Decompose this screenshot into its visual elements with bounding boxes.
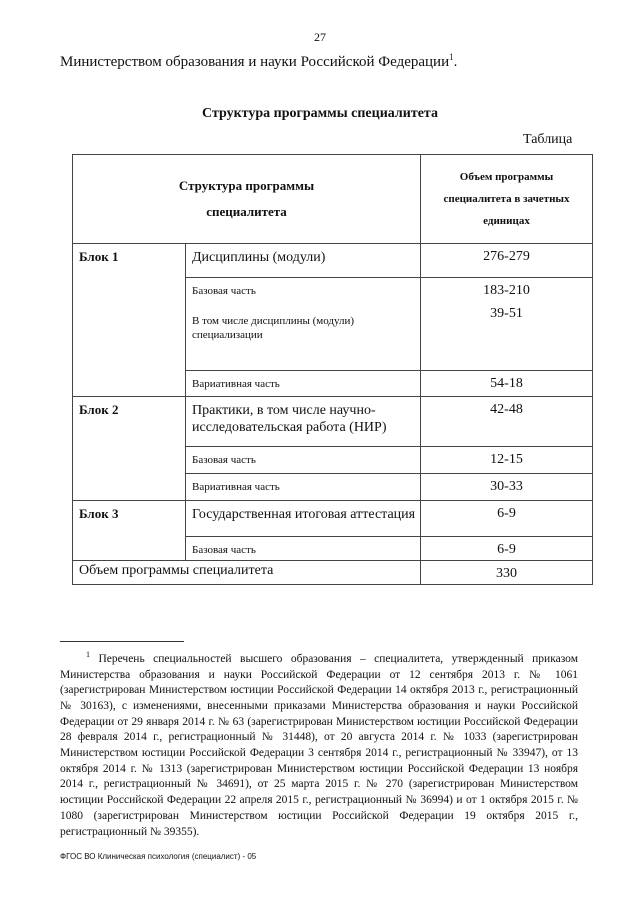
base-value: 183-210 xyxy=(483,283,530,298)
row-value: 6-9 xyxy=(421,501,593,537)
header-volume xyxy=(421,155,593,244)
total-value: 330 xyxy=(421,561,593,585)
header-volume-line: Объем программы xyxy=(459,171,554,183)
spec-value: 39-51 xyxy=(490,306,523,321)
table-label: Таблица xyxy=(523,132,573,147)
row-description: Дисциплины (модули) xyxy=(186,244,421,278)
total-label: Объем программы специалитета xyxy=(73,561,421,585)
block-label: Блок 2 xyxy=(73,397,186,501)
header-structure-line: Структура программы xyxy=(178,178,315,193)
program-structure-table xyxy=(72,154,593,585)
row-value xyxy=(421,278,593,371)
table-total-row xyxy=(73,561,593,585)
row-value: 42-48 xyxy=(421,397,593,447)
row-value: 54-18 xyxy=(421,371,593,397)
row-value: 12-15 xyxy=(421,447,593,474)
header-volume-line: специалитета в зачетных xyxy=(443,193,570,205)
table-row xyxy=(73,244,593,278)
row-description: Базовая часть xyxy=(186,447,421,474)
row-value: 6-9 xyxy=(421,537,593,561)
footnote-ref[interactable]: 1 xyxy=(449,52,454,62)
base-part-label: Базовая часть xyxy=(192,285,256,297)
footnote-separator xyxy=(60,641,184,642)
row-description: Вариативная часть xyxy=(186,474,421,501)
intro-end: . xyxy=(453,54,458,70)
row-description xyxy=(186,278,421,371)
header-structure-line: специалитета xyxy=(206,204,287,219)
header-structure xyxy=(73,155,421,244)
header-volume-line: единицах xyxy=(483,215,530,227)
intro-line xyxy=(60,52,457,71)
page-footer: ФГОС ВО Клиническая психология (специалист) - 05 xyxy=(60,852,257,861)
block-label: Блок 1 xyxy=(73,244,186,397)
row-description: Государственная итоговая аттестация xyxy=(186,501,421,537)
table-header-row xyxy=(73,155,593,244)
footnote-text: Перечень специальностей высшего образования – специалитета, утвержденный приказом Министерства образования и науки Российской Федерации от 12 сентября 2013 г. № 1061 (зарегистрирован Министерством юстиции Российской Федерации 14 октября 2013 г., регистрационный № 30163), с изменениями, внесенными приказами Министерства образования и науки Российской Федерации от 29 января 2014 г. № 63 (зарегистрирован Министерством юстиции Российской Федерации 28 февраля 2014 г., регистрационный № 31448), от 20 августа 2014 г. № 1033 (зарегистрирован Министерством юстиции Российской Федерации 3 сентября 2014 г., регистрационный № 33947), от 13 октября 2014 г. № 1313 (зарегистрирован Министерством юстиции Российской Федерации 13 ноября 2014 г., регистрационный № 34691), от 25 марта 2015 г. № 270 (зарегистрирован Министерством юстиции Российской Федерации 22 апреля 2015 г., регистрационный № 36994) и от 1 октября 2015 г. № 1080 (зарегистрирован Министерством юстиции Российской Федерации 19 октября 2015 г., регистрационный № 39355). xyxy=(60,652,578,838)
footnote xyxy=(60,647,578,840)
table-row xyxy=(73,397,593,447)
block-label: Блок 3 xyxy=(73,501,186,561)
row-description: Практики, в том числе научно-исследовательская работа (НИР) xyxy=(186,397,421,447)
row-value: 30-33 xyxy=(421,474,593,501)
table-row xyxy=(73,501,593,537)
row-description: Базовая часть xyxy=(186,537,421,561)
footnote-mark: 1 xyxy=(86,650,90,659)
row-description: Вариативная часть xyxy=(186,371,421,397)
intro-text: Министерством образования и науки Российской Федерации xyxy=(60,54,450,70)
section-title: Структура программы специалитета xyxy=(202,106,438,121)
row-value: 276-279 xyxy=(421,244,593,278)
spec-disciplines-label: В том числе дисциплины (модули) специализации xyxy=(192,315,355,341)
page-number: 27 xyxy=(314,30,326,44)
